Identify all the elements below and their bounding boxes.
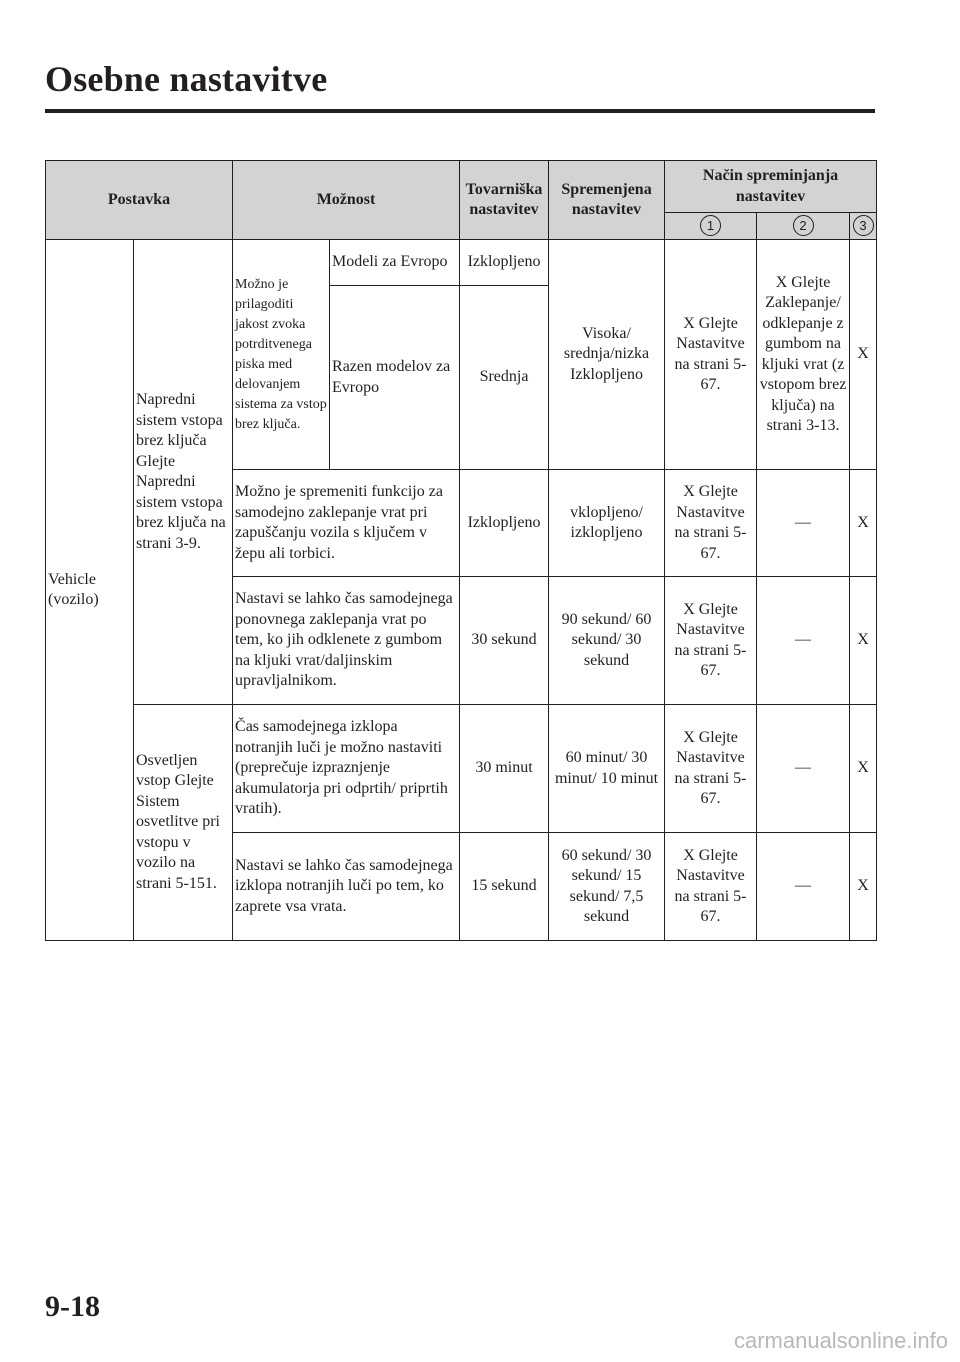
default-cell: 30 sekund	[460, 577, 549, 705]
option-cell: Nastavi se lahko čas samodejnega izklopa notranjih luči po tem, ko zaprete vsa vrata.	[233, 833, 460, 941]
method-2-cell: —	[757, 705, 850, 833]
footer-watermark: carmanualsonline.info	[733, 1328, 948, 1353]
default-cell: 15 sekund	[460, 833, 549, 941]
method-3-cell: X	[850, 240, 877, 470]
option-cell: Čas samodejnega izklopa notranjih luči je možno nastaviti (preprečuje izpraznjenje akumulatorja pri odprtih/ priprtih vratih).	[233, 705, 460, 833]
method-3-cell: X	[850, 705, 877, 833]
header-spremenjena: Spremenjena nastavitev	[549, 161, 665, 240]
method-1-cell: X Glejte Nastavitve na strani 5-67.	[665, 705, 757, 833]
header-method-3	[850, 213, 877, 240]
group-cell: Vehicle (vozilo)	[46, 240, 134, 941]
changed-cell: vklopljeno/ izklopljeno	[549, 470, 665, 577]
method-2-cell: —	[757, 470, 850, 577]
title-rule	[45, 109, 875, 113]
method-number-2-icon: 2	[793, 215, 814, 236]
method-1-cell: X Glejte Nastavitve na strani 5-67.	[665, 833, 757, 941]
default-cell: Izklopljeno	[460, 470, 549, 577]
method-3-cell: X	[850, 577, 877, 705]
method-1-cell: X Glejte Nastavitve na strani 5-67.	[665, 577, 757, 705]
feature-cell-keyless: Napredni sistem vstopa brez ključa Glejte Napredni sistem vstopa brez ključa na strani 3-9.	[134, 240, 233, 705]
default-cell: Izklopljeno	[460, 240, 549, 286]
method-number-3-icon: 3	[853, 215, 874, 236]
page-title: Osebne nastavitve	[45, 59, 328, 99]
option-cell: Nastavi se lahko čas samodejnega ponovnega zaklepanja vrat po tem, ko jih odklenete z gumbom na kljuki vrat/daljinskim upravljalnikom.	[233, 577, 460, 705]
region-cell: Razen modelov za Evropo	[330, 286, 460, 470]
method-2-cell: X Glejte Zaklepanje/ odklepanje z gumbom na kljuki vrat (z vstopom brez ključa) na strani 3-13.	[757, 240, 850, 470]
method-2-cell: —	[757, 833, 850, 941]
method-1-cell: X Glejte Nastavitve na strani 5-67.	[665, 470, 757, 577]
method-1-cell: X Glejte Nastavitve na strani 5-67.	[665, 240, 757, 470]
page-number: 9-18	[45, 1290, 100, 1323]
header-method-2	[757, 213, 850, 240]
header-moznost: Možnost	[233, 161, 460, 240]
method-2-cell: —	[757, 577, 850, 705]
feature-cell-lighting: Osvetljen vstop Glejte Sistem osvetlitve pri vstopu v vozilo na strani 5-151.	[134, 705, 233, 941]
default-cell: 30 minut	[460, 705, 549, 833]
header-method-1	[665, 213, 757, 240]
method-3-cell: X	[850, 833, 877, 941]
region-cell: Modeli za Evropo	[330, 240, 460, 286]
changed-cell: 60 sekund/ 30 sekund/ 15 sekund/ 7,5 sekund	[549, 833, 665, 941]
header-postavka: Postavka	[46, 161, 233, 240]
method-3-cell: X	[850, 470, 877, 577]
settings-table	[45, 160, 877, 941]
option-cell: Možno je prilagoditi jakost zvoka potrditvenega piska med delovanjem sistema za vstop brez ključa.	[233, 240, 330, 470]
option-cell: Možno je spremeniti funkcijo za samodejno zaklepanje vrat pri zapuščanju vozila s ključem v žepu ali torbici.	[233, 470, 460, 577]
changed-cell: Visoka/ srednja/nizka Izklopljeno	[549, 240, 665, 470]
default-cell: Srednja	[460, 286, 549, 470]
header-tovarniska: Tovarniška nastavitev	[460, 161, 549, 240]
changed-cell: 90 sekund/ 60 sekund/ 30 sekund	[549, 577, 665, 705]
header-nacin: Način spreminjanja nastavitev	[665, 161, 877, 213]
changed-cell: 60 minut/ 30 minut/ 10 minut	[549, 705, 665, 833]
method-number-1-icon: 1	[700, 215, 721, 236]
